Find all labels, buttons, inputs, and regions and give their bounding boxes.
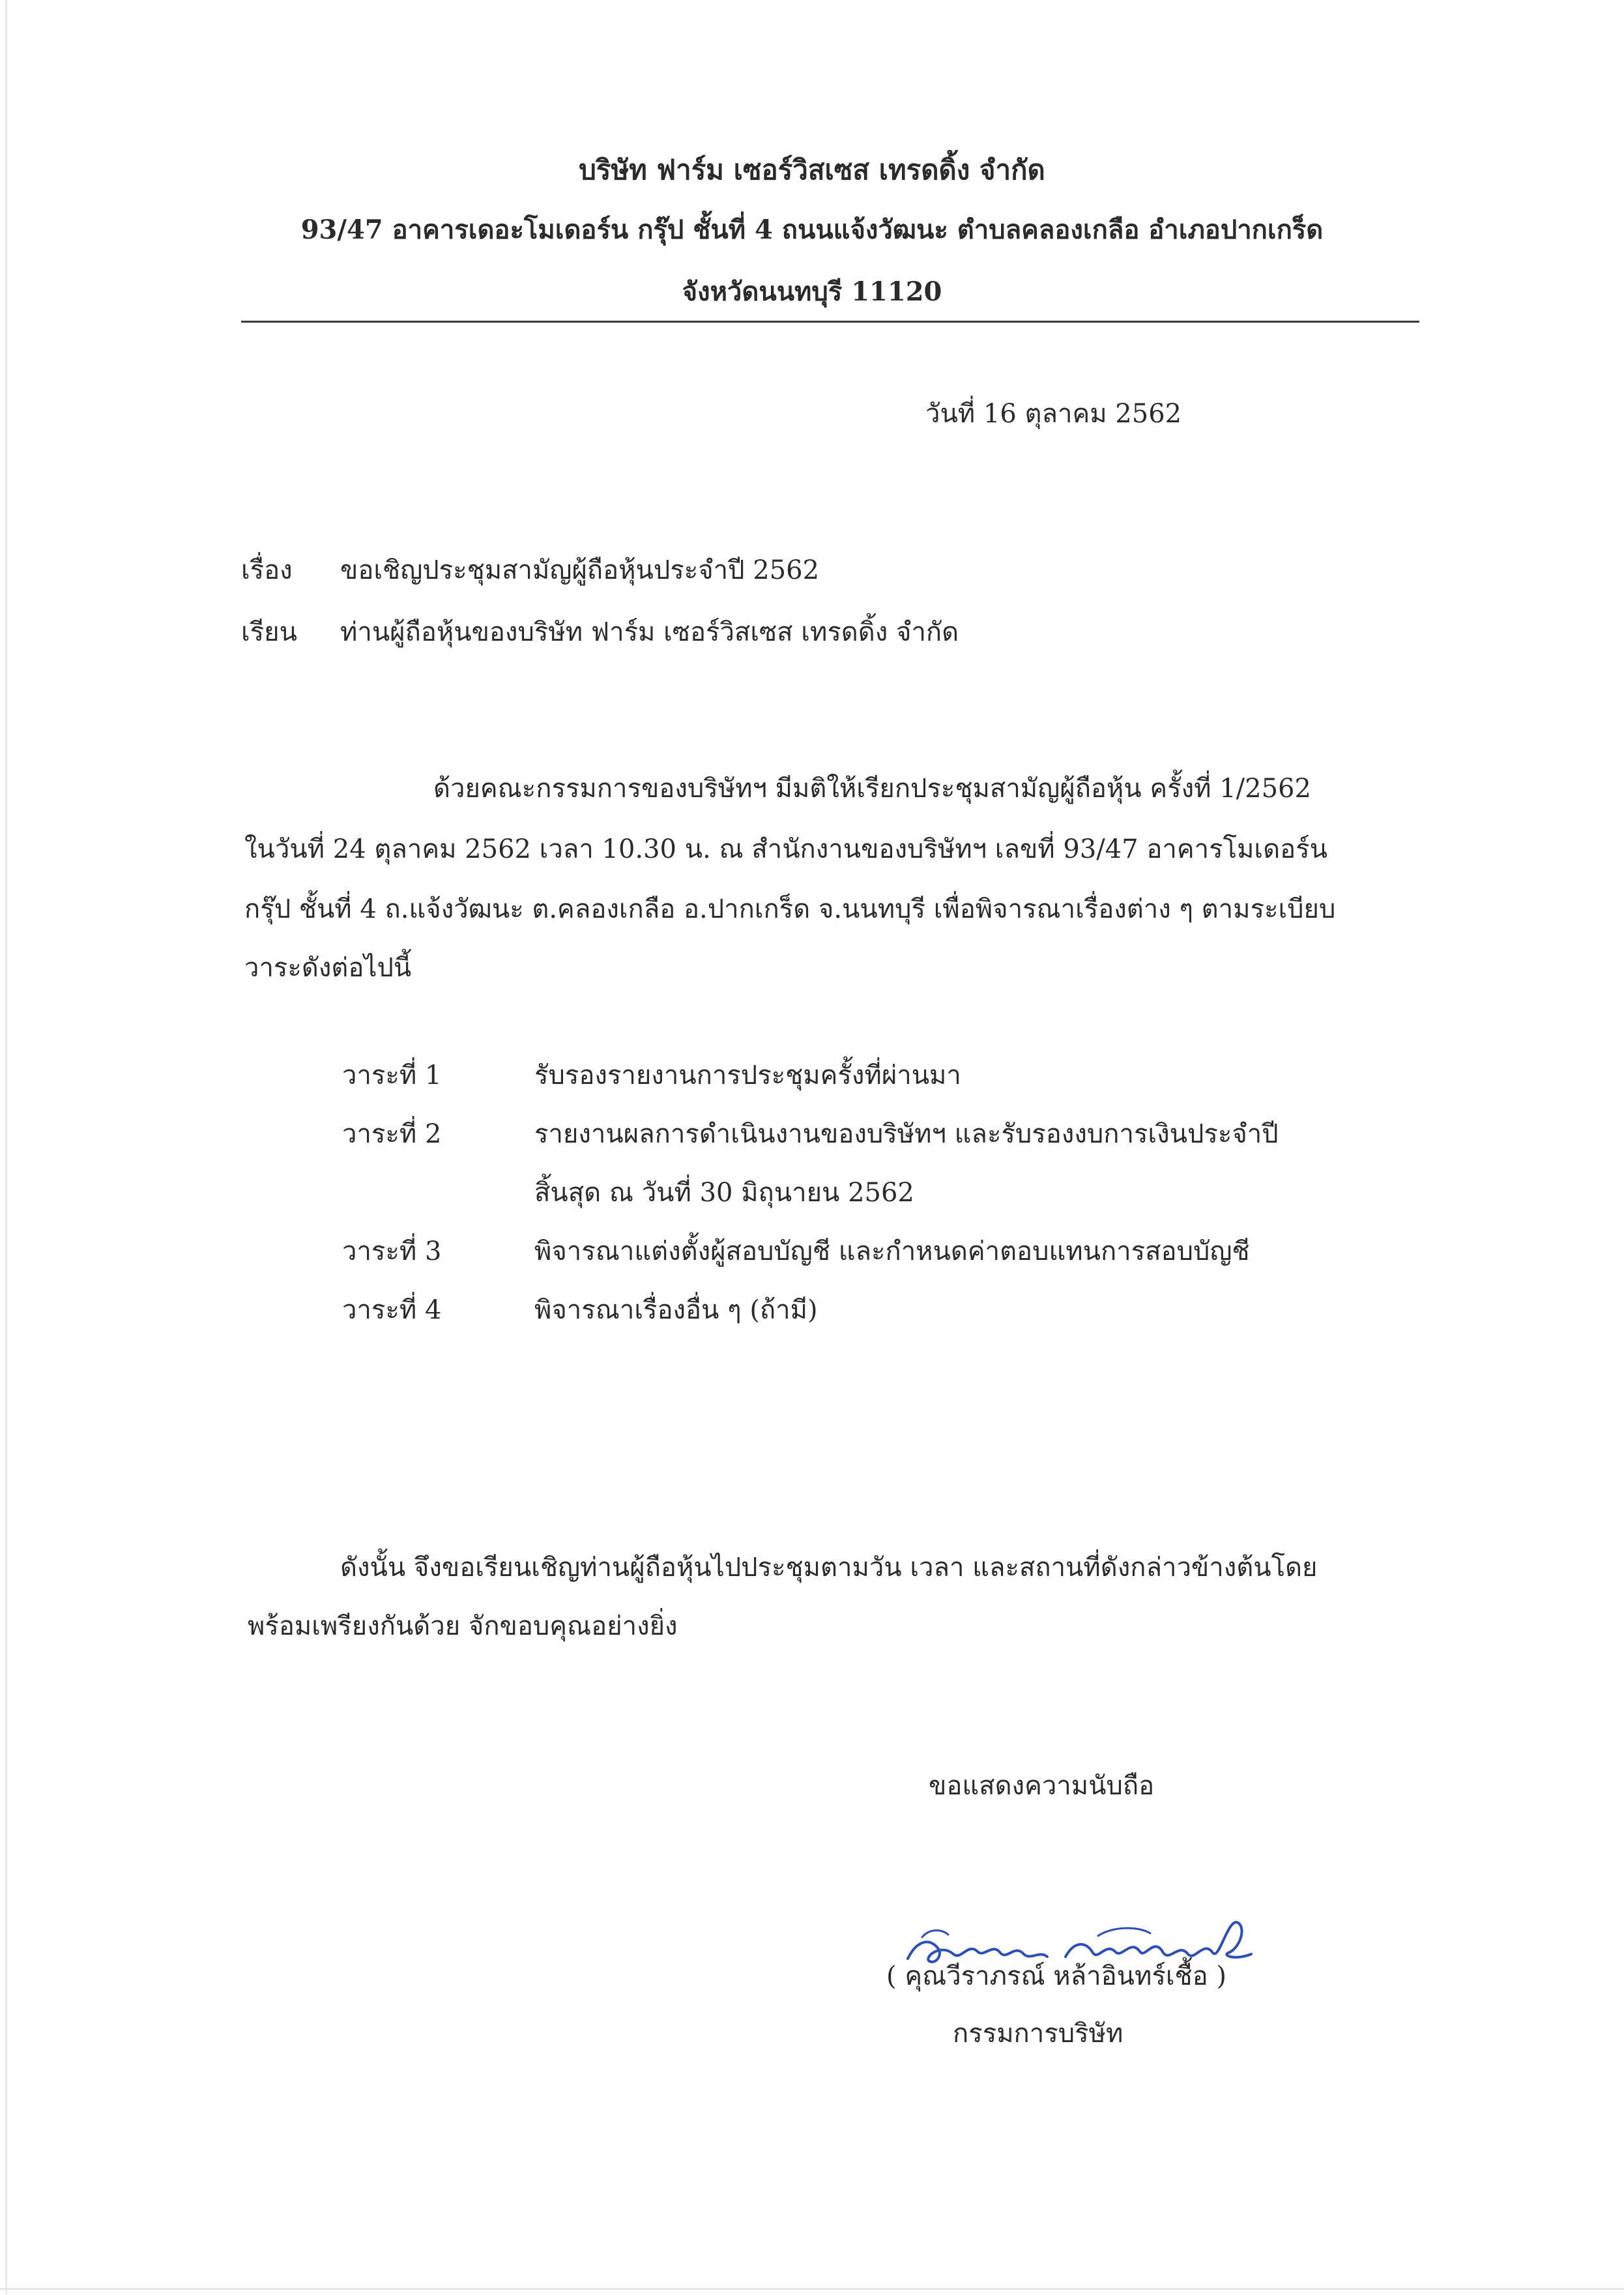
agenda-1-label: วาระที่ 1 [342, 1060, 442, 1090]
agenda-1-text: รับรองรายงานการประชุมครั้งที่ผ่านมา [534, 1060, 961, 1090]
closing-line-2: พร้อมเพรียงกันด้วย จักขอบคุณอย่างยิ่ง [248, 1611, 678, 1641]
letter-date: วันที่ 16 ตุลาคม 2562 [925, 399, 1182, 429]
agenda-2-label: วาระที่ 2 [342, 1119, 442, 1149]
body-line-1: ด้วยคณะกรรมการของบริษัทฯ มีมติให้เรียกประชุมสามัญผู้ถือหุ้น ครั้งที่ 1/2562 [433, 774, 1311, 804]
company-address-line2: จังหวัดนนทบุรี 11120 [682, 276, 942, 307]
signer-name: ( คุณวีราภรณ์ หล้าอินทร์เชื้อ ) [886, 1961, 1226, 1991]
body-line-4: วาระดังต่อไปนี้ [244, 953, 412, 983]
scan-edge-left [5, 0, 7, 2295]
signer-title: กรรมการบริษัท [953, 2019, 1124, 2049]
agenda-2-text-line1: รายงานผลการดำเนินงานของบริษัทฯ และรับรองงบการเงินประจำปี [534, 1119, 1279, 1149]
agenda-3-text: พิจารณาแต่งตั้งผู้สอบบัญชี และกำหนดค่าตอบแทนการสอบบัญชี [534, 1236, 1250, 1266]
body-line-3: กรุ๊ป ชั้นที่ 4 ถ.แจ้งวัฒนะ ต.คลองเกลือ อ.ปากเกร็ด จ.นนทบุรี เพื่อพิจารณาเรื่องต่าง ๆ ตามระเบียบ [244, 894, 1336, 924]
agenda-2-text-line2: สิ้นสุด ณ วันที่ 30 มิถุนายน 2562 [534, 1178, 914, 1208]
recipient-label: เรียน [241, 617, 297, 647]
closing-line-1: ดังนั้น จึงขอเรียนเชิญท่านผู้ถือหุ้นไปประชุมตามวัน เวลา และสถานที่ดังกล่าวข้างต้นโดย [340, 1553, 1318, 1583]
company-address-line1: 93/47 อาคารเดอะโมเดอร์น กรุ๊ป ชั้นที่ 4 ถนนแจ้งวัฒนะ ตำบลคลองเกลือ อำเภอปากเกร็ด [300, 214, 1324, 245]
subject-text: ขอเชิญประชุมสามัญผู้ถือหุ้นประจำปี 2562 [340, 555, 820, 585]
agenda-3-label: วาระที่ 3 [342, 1236, 442, 1266]
company-name: บริษัท ฟาร์ม เซอร์วิสเซส เทรดดิ้ง จำกัด [579, 154, 1045, 186]
agenda-4-label: วาระที่ 4 [342, 1295, 442, 1325]
recipient-text: ท่านผู้ถือหุ้นของบริษัท ฟาร์ม เซอร์วิสเซส เทรดดิ้ง จำกัด [340, 617, 959, 647]
body-line-2: ในวันที่ 24 ตุลาคม 2562 เวลา 10.30 น. ณ สำนักงานของบริษัทฯ เลขที่ 93/47 อาคารโมเดอร์น [244, 834, 1327, 864]
salutation: ขอแสดงความนับถือ [929, 1771, 1155, 1801]
agenda-4-text: พิจารณาเรื่องอื่น ๆ (ถ้ามี) [534, 1295, 818, 1325]
scan-edge-bottom [0, 2288, 1624, 2290]
subject-label: เรื่อง [241, 555, 293, 585]
letterhead-divider [241, 321, 1419, 323]
